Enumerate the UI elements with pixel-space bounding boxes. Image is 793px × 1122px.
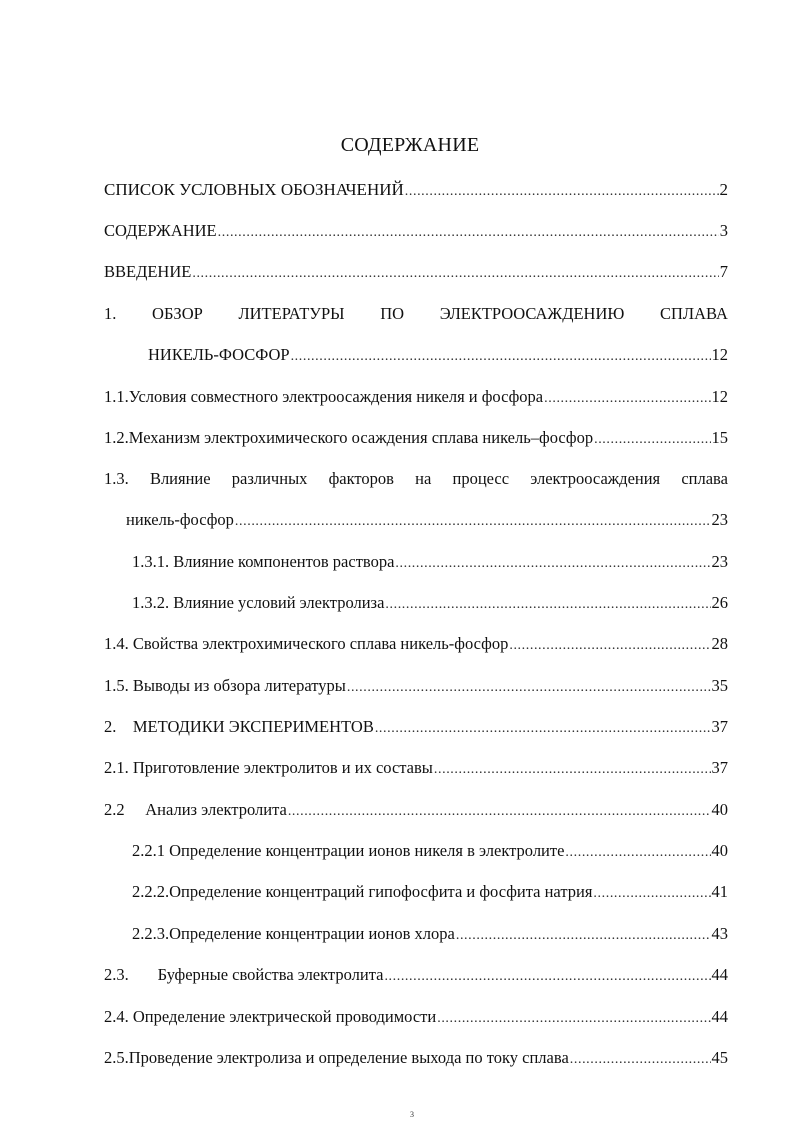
leader-dots xyxy=(565,843,710,863)
toc-entry-page: 2 xyxy=(719,180,728,199)
toc-entry-page: 43 xyxy=(711,924,728,943)
leader-dots xyxy=(509,636,710,656)
heading-word: процесс xyxy=(452,469,510,488)
toc-entry-page: 44 xyxy=(711,1007,728,1026)
toc-entry-page: 12 xyxy=(711,345,728,364)
leader-dots xyxy=(544,389,710,409)
heading-word: ЛИТЕРАТУРЫ xyxy=(238,304,345,323)
heading-word: ОБЗОР xyxy=(152,304,203,323)
toc-entry-label: СПИСОК УСЛОВНЫХ ОБОЗНАЧЕНИЙ xyxy=(104,180,404,199)
leader-dots xyxy=(384,967,710,987)
toc-entry-page: 40 xyxy=(711,800,728,819)
toc-entry-label: ВВЕДЕНИЕ xyxy=(104,262,192,281)
leader-dots xyxy=(434,760,711,780)
toc-entry[interactable] xyxy=(104,262,728,284)
toc-entry-page: 45 xyxy=(711,1048,728,1067)
toc-entry-label: 1.1.Условия совместного электроосаждения никеля и фосфора xyxy=(104,387,544,406)
toc-entry-label: 1.2.Механизм электрохимического осаждения сплава никель–фосфор xyxy=(104,428,594,447)
toc-entry[interactable] xyxy=(126,510,728,532)
toc-entry-label: 2.2.1 Определение концентрации ионов никеля в электролите xyxy=(132,841,565,860)
toc-section-heading-line[interactable] xyxy=(104,469,728,489)
toc-entry-page: 37 xyxy=(711,717,728,736)
toc-entry[interactable] xyxy=(132,882,728,904)
toc-entry-label: 1.3.2. Влияние условий электролиза xyxy=(132,593,385,612)
leader-dots xyxy=(395,554,710,574)
toc-entry-label: 2.2 Анализ электролита xyxy=(104,800,287,819)
toc-entry-label: 1.4. Свойства электрохимического сплава никель-фосфор xyxy=(104,634,509,653)
toc-entry[interactable] xyxy=(104,676,728,698)
heading-word: ЭЛЕКТРООСАЖДЕНИЮ xyxy=(439,304,625,323)
toc-entry-page: 23 xyxy=(711,510,728,529)
leader-dots xyxy=(291,347,711,367)
heading-word: 1. xyxy=(104,304,117,323)
leader-dots xyxy=(456,926,711,946)
toc-entry[interactable] xyxy=(132,593,728,615)
toc-entry-page: 35 xyxy=(711,676,728,695)
toc-entry-label: 2.5.Проведение электролиза и определение выхода по току сплава xyxy=(104,1048,569,1067)
toc-entry[interactable] xyxy=(104,800,728,822)
leader-dots xyxy=(437,1009,710,1029)
leader-dots xyxy=(405,182,719,202)
heading-word: ПО xyxy=(380,304,405,323)
toc-entry-label: 1.3.1. Влияние компонентов раствора xyxy=(132,552,395,571)
leader-dots xyxy=(385,595,710,615)
toc-entry-page: 41 xyxy=(711,882,728,901)
leader-dots xyxy=(218,223,719,243)
toc-entry[interactable] xyxy=(104,1007,728,1029)
toc-entry-label: 2.3. Буферные свойства электролита xyxy=(104,965,384,984)
leader-dots xyxy=(288,802,711,822)
toc-entry-page: 26 xyxy=(711,593,728,612)
toc-entry-page: 37 xyxy=(711,758,728,777)
toc-entry-label: НИКЕЛЬ-ФОСФОР xyxy=(148,345,290,364)
leader-dots xyxy=(375,719,711,739)
page-number: 3 xyxy=(410,1110,414,1119)
toc-entry-page: 15 xyxy=(711,428,728,447)
leader-dots xyxy=(192,264,718,284)
heading-word: электроосаждения xyxy=(530,469,661,488)
toc-entry[interactable] xyxy=(148,345,728,367)
toc-entry[interactable] xyxy=(104,965,728,987)
heading-word: СПЛАВА xyxy=(660,304,728,323)
heading-word: на xyxy=(415,469,432,488)
heading-word: сплава xyxy=(681,469,728,488)
leader-dots xyxy=(347,678,711,698)
toc-entry-page: 28 xyxy=(711,634,728,653)
toc-entry[interactable] xyxy=(132,924,728,946)
heading-word: 1.3. xyxy=(104,469,129,488)
toc-entry-label: 2.1. Приготовление электролитов и их составы xyxy=(104,758,433,777)
toc-entry-page: 12 xyxy=(711,387,728,406)
toc-entry-page: 44 xyxy=(711,965,728,984)
leader-dots xyxy=(593,884,710,904)
page-title: СОДЕРЖАНИЕ xyxy=(340,134,480,156)
leader-dots xyxy=(594,430,710,450)
toc-entry[interactable] xyxy=(132,552,728,574)
toc-entry-page: 23 xyxy=(711,552,728,571)
toc-entry[interactable] xyxy=(104,428,728,450)
toc-entry-page: 7 xyxy=(719,262,728,281)
toc-entry-label: 2.4. Определение электрической проводимости xyxy=(104,1007,437,1026)
toc-section-heading-line[interactable] xyxy=(104,304,728,324)
toc-entry[interactable] xyxy=(104,717,728,739)
toc-entry[interactable] xyxy=(104,634,728,656)
toc-entry-label: 1.5. Выводы из обзора литературы xyxy=(104,676,346,695)
toc-entry-label: 2.2.3.Определение концентрации ионов хлора xyxy=(132,924,455,943)
toc-entry-page: 3 xyxy=(719,221,728,240)
toc-entry[interactable] xyxy=(104,221,728,243)
heading-word: факторов xyxy=(328,469,394,488)
toc-entry[interactable] xyxy=(104,758,728,780)
toc-entry[interactable] xyxy=(104,387,728,409)
toc-entry-label: 2.2.2.Определение концентраций гипофосфита и фосфита натрия xyxy=(132,882,593,901)
toc-entry-label: 2. МЕТОДИКИ ЭКСПЕРИМЕНТОВ xyxy=(104,717,374,736)
toc-entry-page: 40 xyxy=(711,841,728,860)
heading-word: различных xyxy=(231,469,308,488)
toc-entry[interactable] xyxy=(104,1048,728,1070)
toc-entry-label: СОДЕРЖАНИЕ xyxy=(104,221,217,240)
heading-word: Влияние xyxy=(149,469,211,488)
toc-entry[interactable] xyxy=(132,841,728,863)
toc-entry[interactable] xyxy=(104,180,728,202)
toc-entry-label: никель-фосфор xyxy=(126,510,234,529)
leader-dots xyxy=(570,1050,711,1070)
leader-dots xyxy=(235,512,711,532)
